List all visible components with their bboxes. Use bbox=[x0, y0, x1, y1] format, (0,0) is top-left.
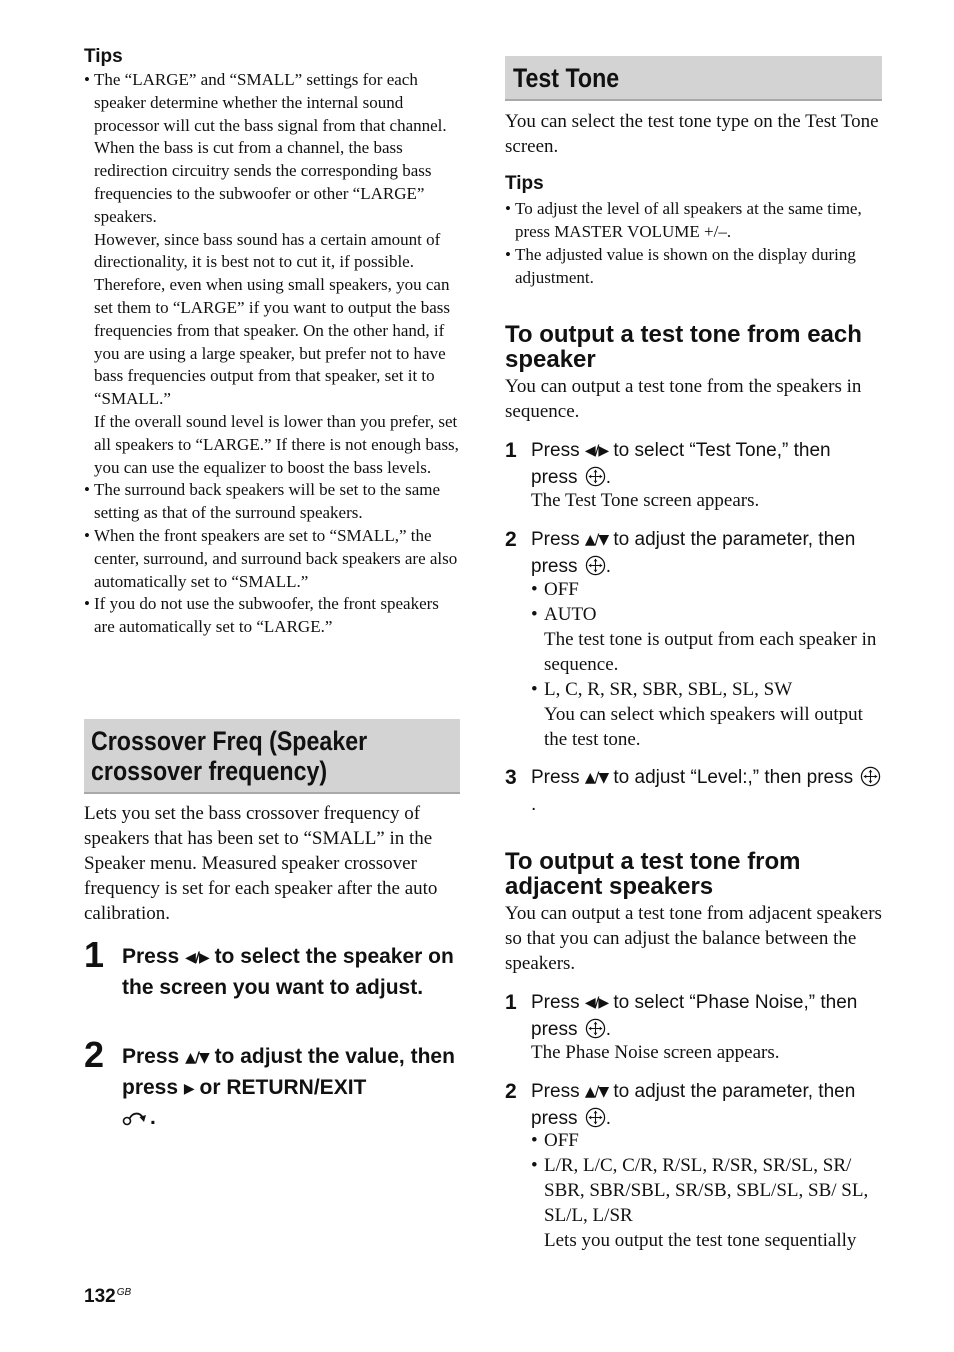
step-instruction bbox=[531, 1079, 882, 1131]
tips-list bbox=[505, 197, 882, 289]
step-text-part: Press bbox=[531, 529, 580, 550]
test-tone-step-2 bbox=[505, 527, 882, 579]
option-label: L/R, L/C, C/R, R/SL, R/SR, SR/SL, SR/ SBR, SBR/SBL, SR/SB, SBL/SL, SB/ SL, SL/L, L/SR bbox=[544, 1155, 869, 1226]
left-right-arrow-icon: ◀/▶ bbox=[584, 995, 609, 1011]
step-instruction bbox=[122, 943, 460, 1001]
step-text-part: . bbox=[605, 467, 612, 488]
step-instruction bbox=[531, 765, 882, 817]
crossover-step-2 bbox=[84, 1034, 460, 1129]
test-tone-step-3 bbox=[505, 765, 882, 817]
enter-circle-icon bbox=[585, 466, 606, 487]
crossover-freq-description: Lets you set the bass crossover frequency of speakers that has been set to “SMALL” in the Speaker menu. Measured speaker crossover frequency is set for each speaker after the auto calibration. bbox=[84, 803, 438, 924]
enter-circle-icon bbox=[585, 555, 606, 576]
step-instruction bbox=[531, 990, 882, 1042]
enter-circle-icon bbox=[860, 766, 881, 787]
step-number: 1 bbox=[505, 439, 517, 462]
option-label: OFF bbox=[544, 1130, 579, 1151]
step-text-part: . bbox=[605, 1108, 612, 1129]
step-number: 3 bbox=[505, 766, 517, 789]
tip-item bbox=[84, 479, 460, 525]
tip-item bbox=[84, 593, 460, 639]
section-title-line: Crossover Freq (Speaker bbox=[91, 726, 368, 756]
crossover-step-1 bbox=[84, 934, 460, 1029]
section-title: Test Tone bbox=[513, 63, 620, 93]
step-text-part: . bbox=[605, 1019, 612, 1040]
option-description: The test tone is output from each speaker in sequence. bbox=[544, 629, 877, 675]
section-title-line: crossover frequency) bbox=[91, 756, 328, 786]
tip-item bbox=[84, 525, 460, 593]
step-text-part: to select the speaker on the screen you want to adjust. bbox=[122, 945, 454, 999]
tips-list bbox=[84, 69, 460, 639]
phase-noise-step-2 bbox=[505, 1079, 882, 1131]
step-instruction bbox=[531, 527, 882, 579]
test-tone-options bbox=[531, 577, 882, 752]
option-label: OFF bbox=[544, 579, 579, 600]
up-down-arrow-icon: ▲/▼ bbox=[584, 1084, 609, 1100]
return-exit-icon bbox=[122, 1110, 150, 1126]
step-text-part: . bbox=[531, 794, 537, 815]
tip-paragraph: • When the front speakers are set to “SMALL,” the center, surround, and surround back speakers are also automatically set to “SMALL.” bbox=[94, 525, 458, 591]
tip-paragraph: When the bass is cut from a channel, the bass redirection circuitry sends the corresponding bass frequencies to the subwoofer or other “LARGE” speakers. bbox=[94, 138, 432, 226]
tip-paragraph: • The surround back speakers will be set to the same setting as that of the surround speakers. bbox=[94, 480, 441, 523]
tip-paragraph: If the overall sound level is lower than you prefer, set all speakers to “LARGE.” If there is not enough bass, you can use the equalizer to boost the bass levels. bbox=[94, 411, 459, 477]
subsection-heading-each-speaker: To output a test tone from each speaker bbox=[505, 321, 862, 373]
step-text-part: Press bbox=[531, 767, 580, 788]
tip-paragraph: However, since bass sound has a certain amount of directionality, it is best not to cut it, if possible. Therefore, even when using small speakers, you can set them to “LARGE” if you want to output the bass frequencies from that speaker. On the other hand, if you are using a large speaker, but prefer not to have bass frequencies output from that speaker, set it to “SMALL.” bbox=[94, 229, 450, 409]
crossover-freq-section-header bbox=[84, 719, 460, 794]
step-text-part: to select “Test Tone,” then press bbox=[531, 440, 831, 488]
step-text-part: to select “Phase Noise,” then press bbox=[531, 992, 858, 1040]
step-number: 1 bbox=[84, 934, 105, 975]
up-down-arrow-icon: ▲/▼ bbox=[584, 532, 609, 548]
test-tone-section-header bbox=[505, 56, 882, 101]
up-down-arrow-icon: ▲/▼ bbox=[185, 1050, 209, 1066]
subsection-body: You can output a test tone from adjacent speakers so that you can adjust the balance between the speakers. bbox=[505, 903, 882, 974]
page-number bbox=[84, 1282, 131, 1308]
option-item bbox=[531, 1153, 882, 1253]
test-tone-step-1 bbox=[505, 438, 882, 518]
option-label: AUTO bbox=[544, 604, 597, 625]
enter-circle-icon bbox=[585, 1018, 606, 1039]
subsection-body: You can output a test tone from the speakers in sequence. bbox=[505, 376, 862, 422]
step-number: 2 bbox=[84, 1034, 105, 1075]
step-number: 2 bbox=[505, 1080, 517, 1103]
option-item bbox=[531, 1128, 882, 1153]
tip-item: • To adjust the level of all speakers at the same time, press MASTER VOLUME +/–. bbox=[505, 197, 882, 243]
step-instruction bbox=[531, 438, 882, 490]
step-number: 1 bbox=[505, 991, 517, 1014]
option-item bbox=[531, 677, 882, 752]
step-text-part: to adjust “Level:,” then press bbox=[613, 767, 854, 788]
subsection-heading-adjacent-speakers: To output a test tone from adjacent speakers bbox=[505, 848, 801, 900]
step-result: The Phase Noise screen appears. bbox=[531, 1042, 780, 1063]
right-arrow-icon: ▶ bbox=[183, 1080, 194, 1097]
step-text-part: to adjust the value, then press bbox=[122, 1045, 455, 1099]
option-label: L, C, R, SR, SBR, SBL, SL, SW bbox=[544, 679, 793, 700]
tips-heading: Tips bbox=[505, 173, 544, 194]
tip-paragraph: • The “LARGE” and “SMALL” settings for each speaker determine whether the internal sound processor will cut the bass signal from that channel. bbox=[94, 70, 447, 135]
enter-circle-icon bbox=[585, 1107, 606, 1128]
phase-noise-step-1 bbox=[505, 990, 882, 1070]
step-result: The Test Tone screen appears. bbox=[531, 490, 760, 511]
page-region-suffix: GB bbox=[116, 1287, 132, 1298]
phase-noise-options bbox=[531, 1128, 882, 1253]
test-tone-description: You can select the test tone type on the Test Tone screen. bbox=[505, 111, 879, 157]
step-text-part: Press bbox=[531, 1081, 580, 1102]
page-number-value: 132 bbox=[84, 1286, 116, 1307]
left-right-arrow-icon: ◀/▶ bbox=[584, 443, 609, 459]
step-text-part: . bbox=[605, 556, 612, 577]
tip-paragraph: • If you do not use the subwoofer, the front speakers are automatically set to “LARGE.” bbox=[94, 594, 439, 637]
option-item bbox=[531, 577, 882, 602]
up-down-arrow-icon: ▲/▼ bbox=[584, 770, 609, 786]
step-text-part: Press bbox=[531, 992, 580, 1013]
option-description: Lets you output the test tone sequentially bbox=[544, 1230, 857, 1251]
option-item bbox=[531, 602, 882, 677]
step-text-part: Press bbox=[122, 1045, 180, 1068]
step-text-part: to adjust the parameter, then press bbox=[531, 529, 856, 577]
tips-heading: Tips bbox=[84, 46, 123, 67]
step-text-part: to adjust the parameter, then press bbox=[531, 1081, 856, 1129]
tip-item: • The adjusted value is shown on the display during adjustment. bbox=[505, 243, 882, 289]
option-description: You can select which speakers will output the test tone. bbox=[544, 704, 863, 750]
step-number: 2 bbox=[505, 528, 517, 551]
step-instruction: Press ▲/▼ to adjust the value, then press ▶ or RETURN/EXIT . bbox=[122, 1045, 455, 1129]
step-text-part: or RETURN/EXIT bbox=[199, 1075, 367, 1099]
tip-item bbox=[84, 69, 460, 479]
step-text-part: Press bbox=[531, 440, 580, 461]
left-right-arrow-icon: ◀/▶ bbox=[185, 950, 209, 966]
step-text-part: Press bbox=[122, 945, 180, 968]
